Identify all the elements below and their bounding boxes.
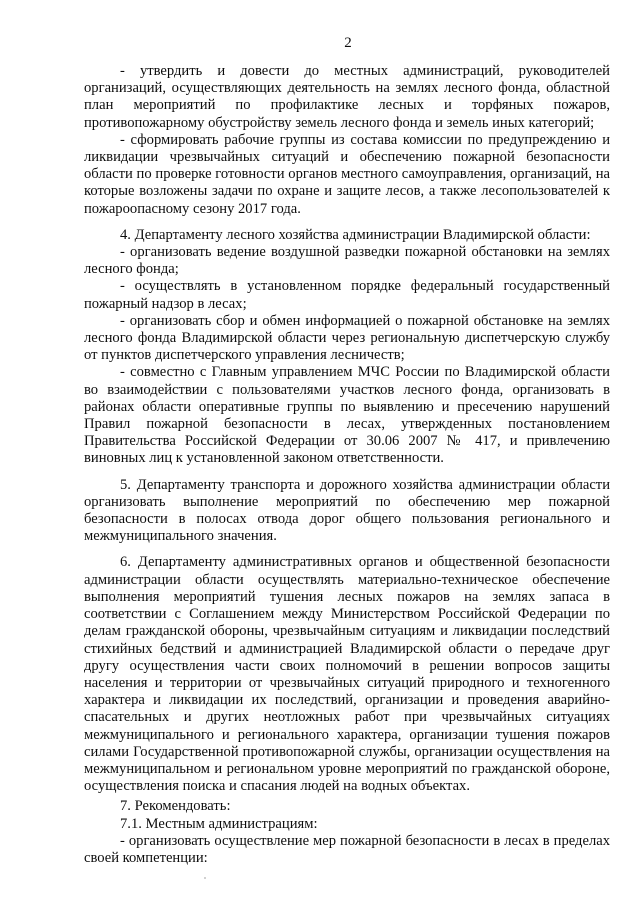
paragraph-operational-groups: - совместно с Главным управлением МЧС России по Владимирской области во взаимодействии с пользователями участков лесного фонда, организовать в районах области оперативные группы по выявлению и пресечению нарушений Правил пожарной безопасности в лесах, утвержденных постановлением Правительства Российской Федерации от 30.06 2007 № 417, и привлечению виновных лиц к установленной законом ответственности.: [84, 364, 610, 467]
paragraph-item-4-heading: 4. Департаменту лесного хозяйства администрации Владимирской области:: [120, 226, 591, 243]
page-number: 2: [344, 35, 352, 51]
document-body: [84, 63, 610, 867]
paragraph-item-7-1-heading: 7.1. Местным администрациям:: [120, 815, 318, 832]
paragraph-approve-plan: - утвердить и довести до местных администраций, руководителей организаций, осуществляющих деятельность на землях лесного фонда, областной план мероприятий по профилактике лесных и торфяных пожаров, противопожарному обустройству земель лесного фонда и земель иных категорий;: [84, 63, 610, 131]
paragraph-working-groups: - сформировать рабочие группы из состава комиссии по предупреждению и ликвидации чрезвычайных ситуаций и обеспечению пожарной безопасности области по проверке готовности органов местного самоуправления, организаций, на которые возложены задачи по охране и защите лесов, а также лесопользователей к пожароопасному сезону 2017 года.: [84, 131, 610, 217]
paragraph-item-7-heading: 7. Рекомендовать:: [120, 798, 231, 815]
scan-speck: [204, 877, 206, 879]
paragraph-information-exchange: - организовать сбор и обмен информацией о пожарной обстановке на землях лесного фонда Владимирской области через региональную диспетчерскую службу от пунктов диспетчерского управления лесничеств;: [84, 312, 610, 364]
paragraph-air-reconnaissance: - организовать ведение воздушной разведки пожарной обстановки на землях лесного фонда;: [84, 244, 610, 278]
paragraph-fire-safety-measures: - организовать осуществление мер пожарной безопасности в лесах в пределах своей компетенции:: [84, 832, 610, 866]
paragraph-item-6: 6. Департаменту административных органов и общественной безопасности администрации области осуществлять материально-техническое обеспечение выполнения мероприятий тушения лесных пожаров на землях запаса в соответствии с Соглашением между Министерством Российской Федерации по делам гражданской обороны, чрезвычайным ситуациям и ликвидации последствий стихийных бедствий и администрацией Владимирской области о передаче друг другу осуществления части своих полномочий в решении вопросов защиты населения и территории от чрезвычайных ситуаций природного и техногенного характера и ликвидации их последствий, организации и проведения аварийно-спасательных и других неотложных работ при чрезвычайных ситуациях межмуниципального и регионального характера, организации тушения пожаров силами Государственной противопожарной службы, организации осуществления на межмуниципальном и региональном уровне мероприятий по гражданской обороне, осуществления поиска и спасания людей на водных объектах.: [84, 554, 610, 795]
paragraph-item-5: 5. Департаменту транспорта и дорожного хозяйства администрации области организовать выполнение мероприятий по обеспечению мер пожарной безопасности в полосах отвода дорог общего пользования регионального и межмуниципального значения.: [84, 476, 610, 545]
paragraph-fire-supervision: - осуществлять в установленном порядке федеральный государственный пожарный надзор в лесах;: [84, 278, 610, 312]
